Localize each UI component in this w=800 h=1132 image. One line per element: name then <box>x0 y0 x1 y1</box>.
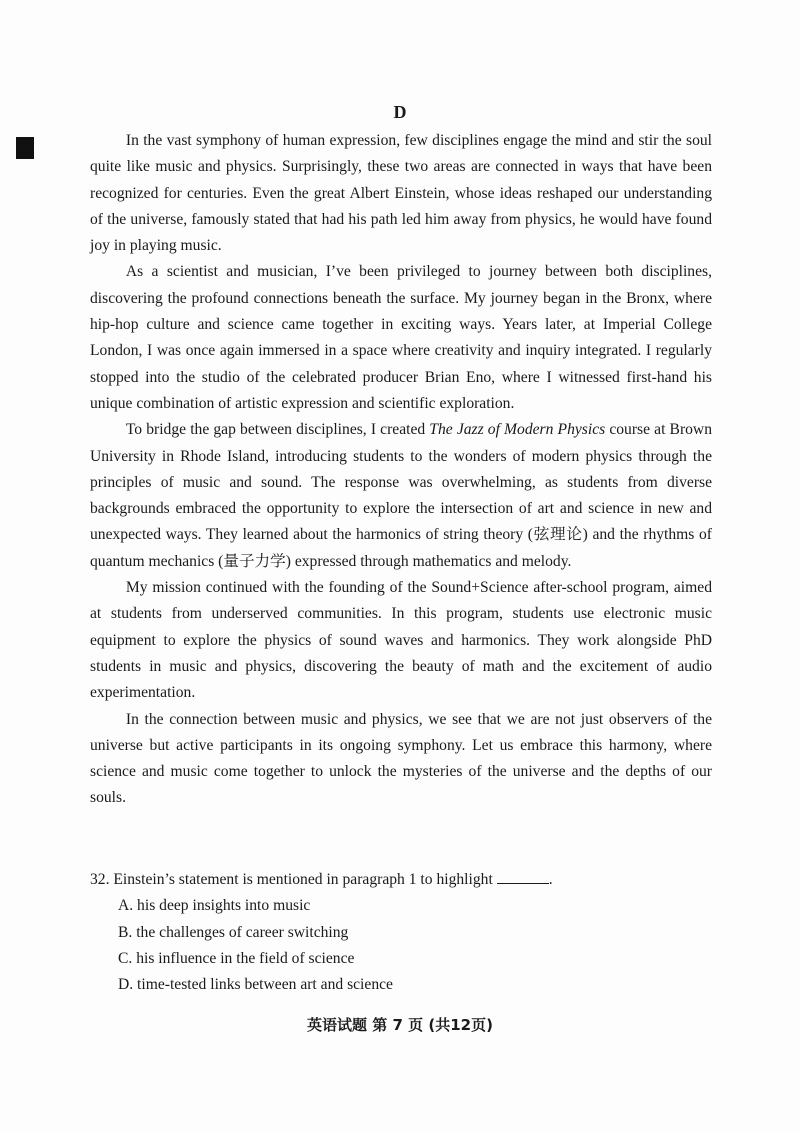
paragraph-1: In the vast symphony of human expression, few disciplines engage the mind and stir the soul quite like music and physics. Surprisingly, these two areas are connected in ways that have been recognized for centuries. Even the great Albert Einstein, whose ideas reshaped our understanding of the universe, famously stated that had his path led him away from physics, he would have found joy in playing music. <box>90 132 712 255</box>
option-a: A. his deep insights into music <box>118 897 311 915</box>
question-stem-text: 32. Einstein’s statement is mentioned in paragraph 1 to highlight <box>90 871 493 888</box>
paragraph-4: My mission continued with the founding of the Sound+Science after-school program, aimed at students from underserved communities. In this program, students use electronic music equipment to explore the physics of sound waves and harmonics. They work alongside PhD students in music and physics, discovering the beauty of math and the excitement of audio experimentation. <box>90 579 712 702</box>
question-stem-end: . <box>548 871 553 888</box>
option-d: D. time-tested links between art and science <box>118 976 393 994</box>
paragraph-3-text-before: To bridge the gap between disciplines, I created <box>125 421 430 439</box>
course-title: The Jazz of Modern Physics <box>429 421 606 439</box>
paragraph-3 <box>90 417 712 575</box>
answer-blank <box>497 869 549 884</box>
scan-mark <box>16 137 34 159</box>
paragraph-5: In the connection between music and physics, we see that we are not just observers of the universe but active participants in its ongoing symphony. Let us embrace this harmony, where science and music come together to unlock the mysteries of the universe and the depths of our souls. <box>90 710 712 807</box>
paragraph-2: As a scientist and musician, I’ve been privileged to journey between both disciplines, discovering the profound connections beneath the surface. My journey began in the Bronx, where hip-hop culture and science came together in exciting ways. Years later, at Imperial College London, I was once again immersed in a space where creativity and inquiry integrated. I regularly stopped into the studio of the celebrated producer Brian Eno, where I witnessed first-hand his unique combination of artistic expression and scientific exploration. <box>90 263 712 412</box>
question-32 <box>90 867 712 998</box>
reading-passage <box>90 128 712 812</box>
option-b: B. the challenges of career switching <box>118 923 349 941</box>
answer-options <box>90 893 712 998</box>
question-stem <box>90 867 712 893</box>
section-title: D <box>393 102 407 122</box>
paragraph-3-text-after: course at Brown University in Rhode Island, introducing students to the wonders of modern physics through the principles of music and sound. The response was overwhelming, as students from diverse backgrounds embraced the opportunity to explore the intersection of art and science in new and unexpected ways. They learned about the harmonics of string theory (弦理论) and the rhythms of quantum mechanics (量子力学) expressed through mathematics and melody. <box>90 421 712 570</box>
page-footer: 英语试题 第 7 页 (共12页) <box>307 1016 493 1034</box>
option-c: C. his influence in the field of science <box>118 949 355 967</box>
